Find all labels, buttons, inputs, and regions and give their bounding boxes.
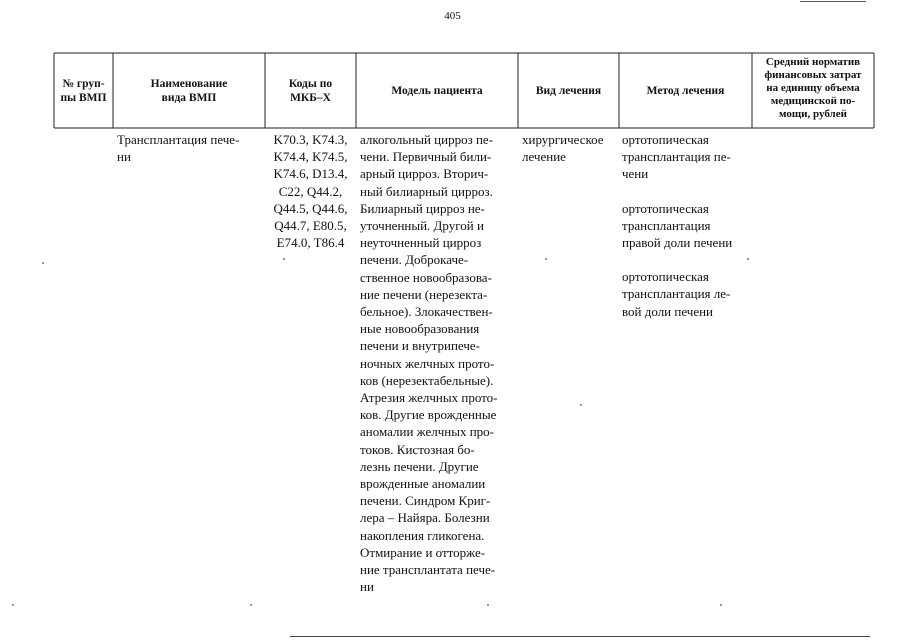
method-line: трансплантация ле-	[622, 286, 731, 302]
codes-line: E74.0, T86.4	[276, 235, 345, 251]
header-method-line: Метод лечения	[646, 85, 725, 97]
scan-speck	[250, 604, 252, 606]
scan-speck	[747, 258, 749, 260]
header-cost-line: Средний норматив	[765, 56, 861, 68]
header-group	[54, 77, 113, 105]
header-group-line: пы ВМП	[60, 92, 107, 104]
cell-patient-model	[360, 131, 498, 595]
bottom-edge-rule	[290, 636, 870, 637]
codes-line: Q44.5, Q44.6,	[273, 200, 348, 216]
header-model-line: Модель пациента	[391, 85, 483, 97]
cell-treatment-methods	[622, 131, 732, 320]
method-line: ортотопическая	[622, 132, 709, 147]
page-number: 405	[444, 10, 461, 22]
model-line: лера – Найяра. Болезни	[360, 510, 490, 526]
codes-line: C22, Q44.2,	[278, 183, 343, 199]
method-spacer	[622, 183, 732, 200]
model-line: ние печени (нерезекта-	[360, 286, 488, 302]
model-line: ночных желчных прото-	[360, 355, 495, 371]
cell-icd-codes	[265, 131, 356, 251]
model-line: аномалии желчных про-	[360, 424, 494, 440]
header-cost-line: медицинской по-	[770, 95, 856, 107]
scan-speck	[12, 604, 14, 606]
model-line: печени и внутрипече-	[360, 338, 481, 354]
header-name-line: Наименование	[150, 78, 228, 90]
header-cost	[752, 56, 874, 121]
name-line: ни	[117, 149, 131, 165]
model-line: уточненный. Другой и	[360, 218, 484, 234]
header-treatment-type	[518, 84, 619, 98]
header-group-line: № груп-	[62, 78, 105, 90]
codes-line: K70.3, K74.3,	[273, 132, 348, 147]
method-line: правой доли печени	[622, 235, 733, 251]
codes-line: Q44.7, E80.5,	[274, 218, 347, 234]
model-line: ные новообразования	[360, 321, 480, 337]
model-line: лезнь печени. Другие	[360, 458, 479, 474]
model-line: чени. Первичный били-	[360, 149, 492, 165]
method-line: ортотопическая	[622, 269, 709, 285]
header-cost-line: на единицу объема	[766, 82, 860, 94]
name-line: Трансплантация пече-	[117, 132, 240, 147]
scan-speck	[580, 404, 582, 406]
scan-speck	[720, 604, 722, 606]
model-line: алкогольный цирроз пе-	[360, 132, 494, 147]
model-line: ков (нерезектабельные).	[360, 372, 494, 388]
model-line: токов. Кистозная бо-	[360, 441, 475, 457]
model-line: ние трансплантата пече-	[360, 562, 496, 578]
model-line: ственное новообразова-	[360, 269, 492, 285]
scan-speck	[283, 258, 285, 260]
header-codes	[265, 77, 356, 105]
model-line: Атрезия желчных прото-	[360, 390, 498, 406]
cell-treatment-type	[522, 131, 604, 165]
method-line: ортотопическая	[622, 200, 709, 216]
cell-vmp-name	[117, 131, 239, 165]
model-line: печени. Доброкаче-	[360, 252, 469, 268]
model-line: ный билиарный цирроз.	[360, 183, 493, 199]
method-line: вой доли печени	[622, 303, 714, 319]
header-codes-line: Коды по	[288, 78, 333, 90]
scan-speck	[42, 262, 44, 264]
scan-speck	[545, 258, 547, 260]
model-line: Отмирание и отторже-	[360, 544, 486, 560]
treatment-line: хирургическое	[522, 132, 604, 147]
model-line: Билиарный цирроз не-	[360, 200, 485, 216]
model-line: арный цирроз. Вторич-	[360, 166, 489, 182]
model-line: врожденные аномалии	[360, 476, 486, 492]
header-name	[113, 77, 265, 105]
header-name-line: вида ВМП	[161, 92, 217, 104]
method-line: чени	[622, 166, 649, 182]
header-model	[356, 84, 518, 98]
treatment-line: лечение	[522, 149, 566, 165]
method-line: трансплантация	[622, 217, 711, 233]
model-line: накопления гликогена.	[360, 527, 485, 543]
model-line: неуточненный цирроз	[360, 235, 482, 251]
method-spacer	[622, 251, 732, 268]
header-codes-line: МКБ–Х	[290, 92, 331, 104]
header-cost-line: финансовых затрат	[764, 69, 862, 81]
header-method	[619, 84, 752, 98]
header-cost-line: мощи, рублей	[779, 108, 847, 120]
method-line: трансплантация пе-	[622, 149, 731, 165]
model-line: печени. Синдром Криг-	[360, 493, 491, 509]
scan-speck	[487, 604, 489, 606]
header-treatment-line: Вид лечения	[535, 85, 602, 97]
model-line: ков. Другие врожденные	[360, 407, 497, 423]
codes-line: K74.4, K74.5,	[273, 149, 348, 165]
codes-line: K74.6, D13.4,	[273, 166, 348, 182]
model-line: бельное). Злокачествен-	[360, 304, 493, 320]
model-line: ни	[360, 579, 374, 595]
